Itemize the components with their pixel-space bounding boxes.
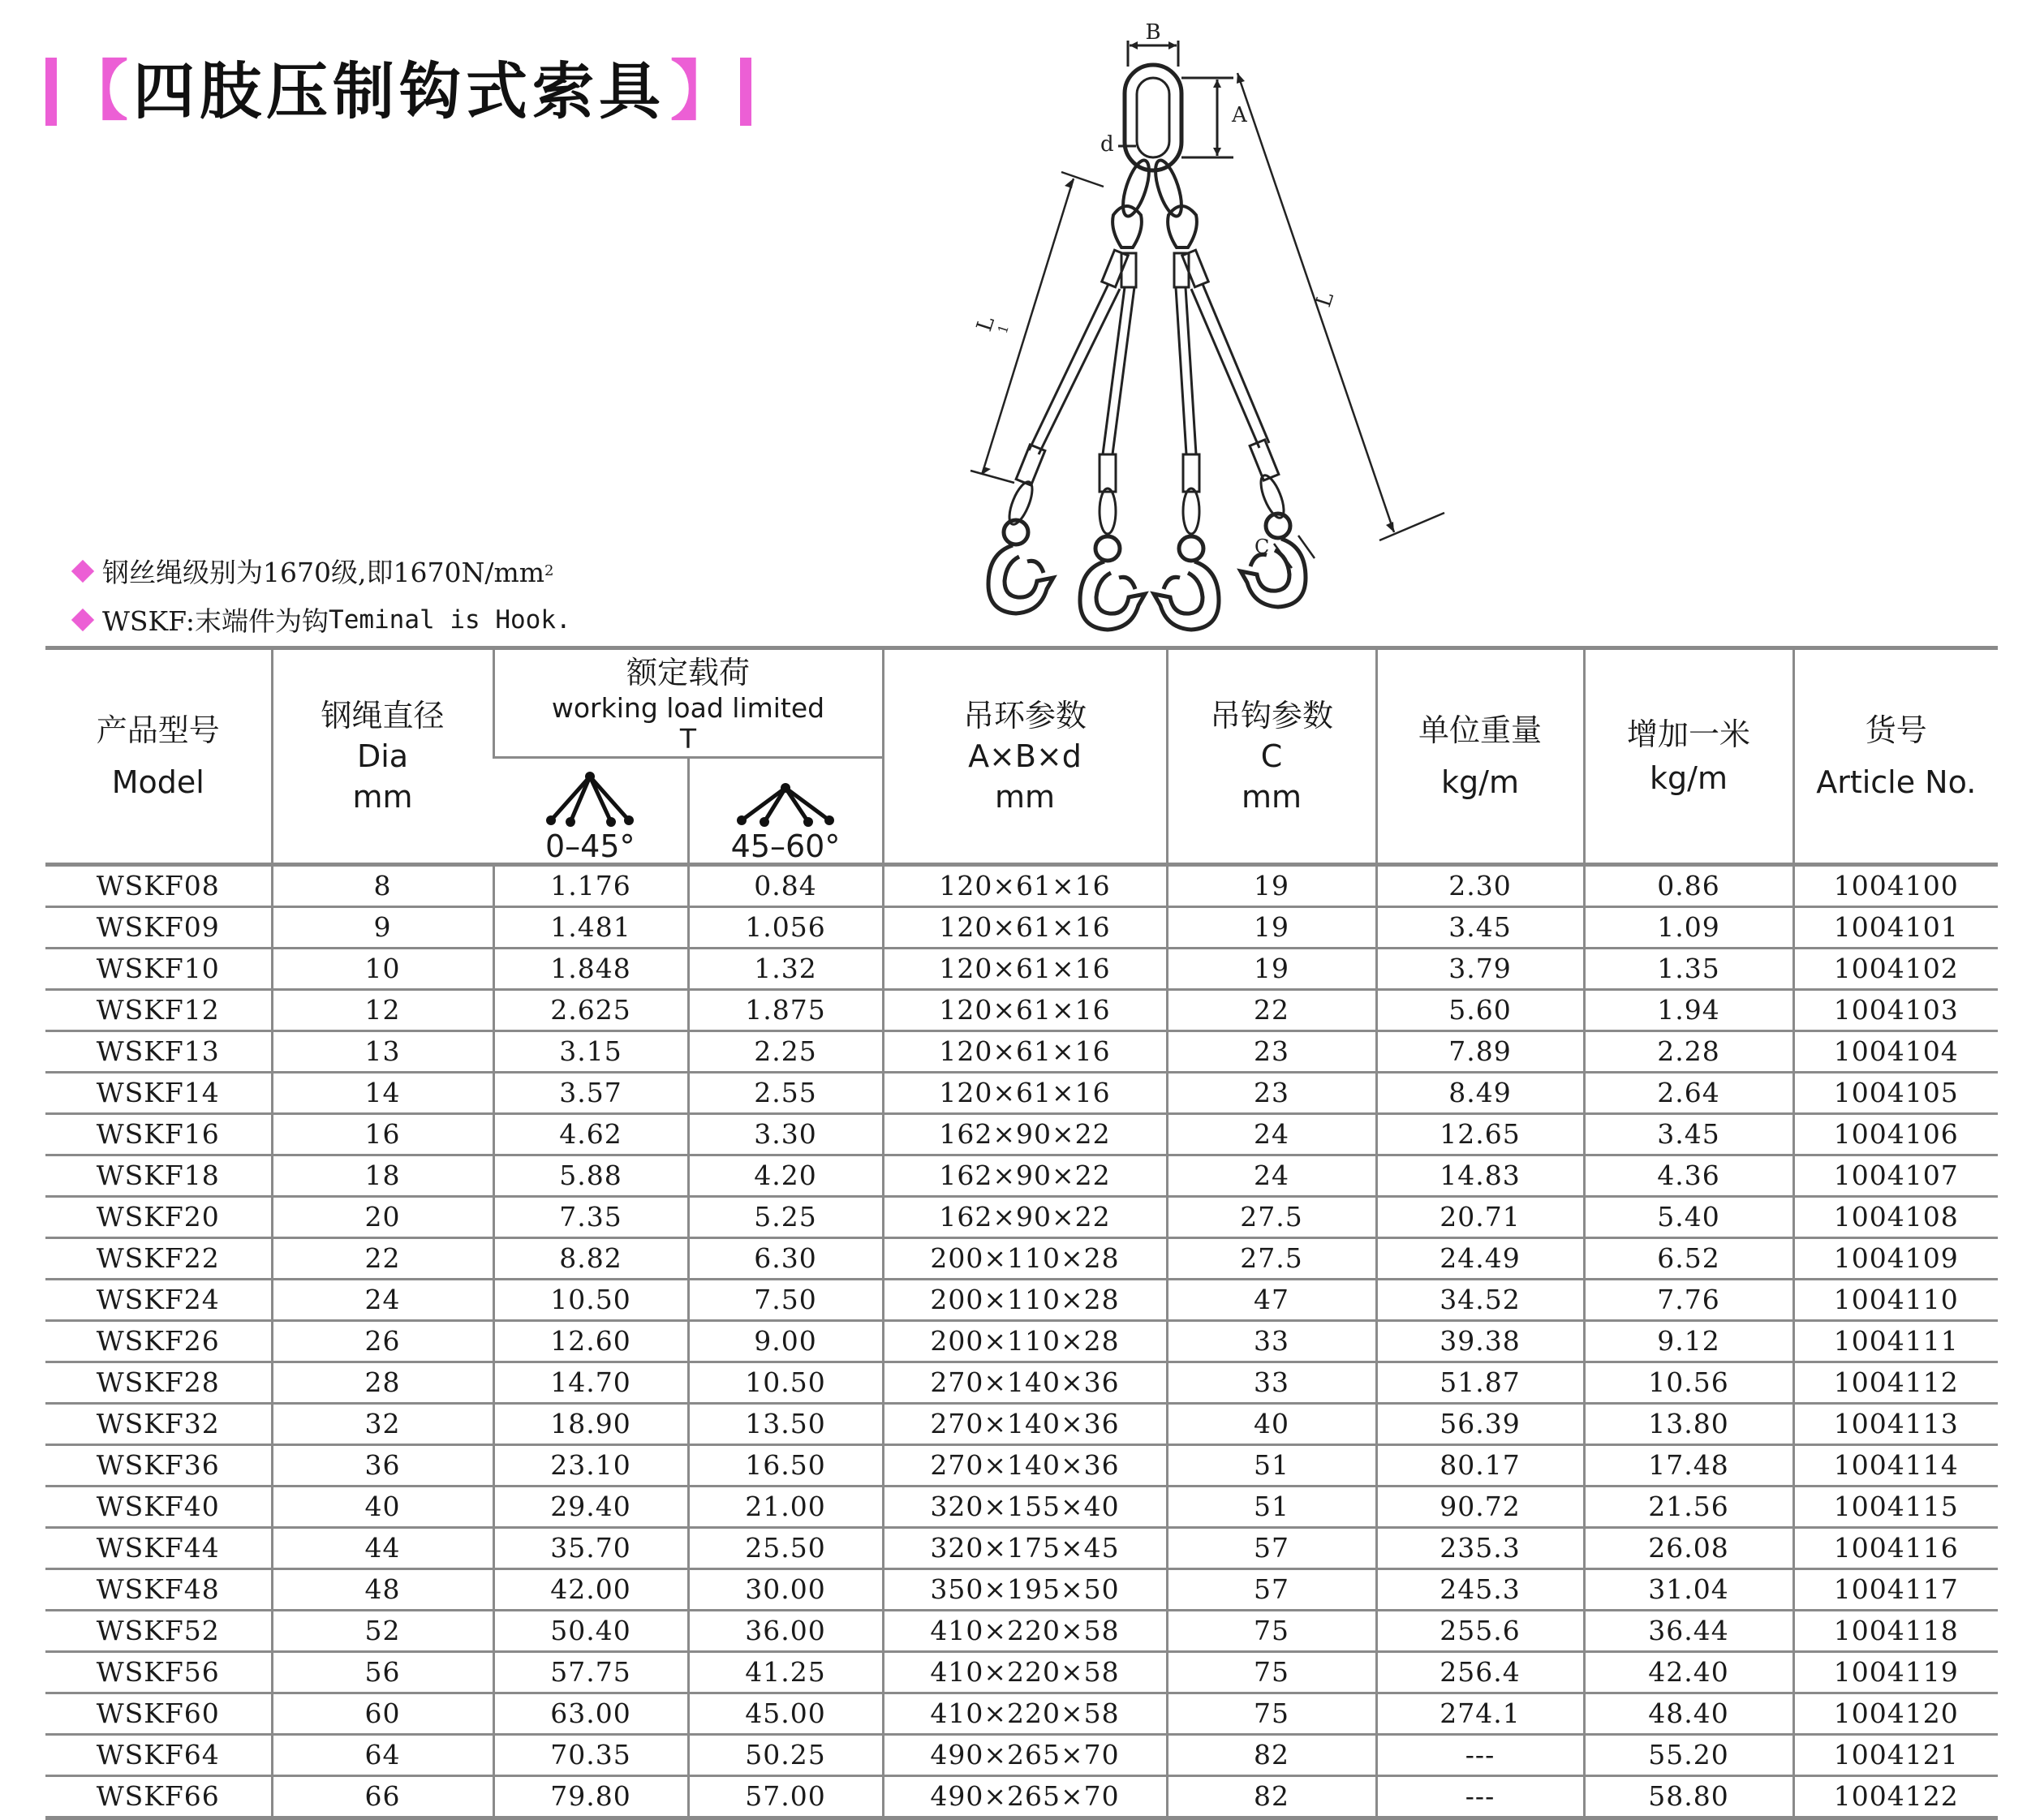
cell-dia: 18 [272,1155,493,1197]
cell-link-dims: 320×175×45 [883,1528,1167,1569]
col-wll-header-cn: 额定载荷 [626,654,750,691]
cell-link-dims: 200×110×28 [883,1321,1167,1362]
dim-a [1181,78,1248,157]
cell-hook-c: 24 [1167,1114,1376,1155]
cell-dia: 10 [272,949,493,990]
cell-article-no: 1004113 [1793,1404,1998,1445]
table-row [45,1569,1998,1611]
cell-dia: 64 [272,1735,493,1776]
cell-wll-45-60: 16.50 [688,1445,883,1487]
cell-dia: 56 [272,1652,493,1693]
cell-link-dims: 410×220×58 [883,1693,1167,1735]
table-row [45,1445,1998,1487]
table-row [45,1155,1998,1197]
cell-wll-45-60: 1.32 [688,949,883,990]
cell-wll-45-60: 50.25 [688,1735,883,1776]
cell-hook-c: 57 [1167,1528,1376,1569]
four-leg-angle-wide-icon [737,770,834,828]
cell-hook-c: 23 [1167,1031,1376,1073]
cell-extra-meter: 58.80 [1584,1776,1793,1818]
cell-extra-meter: 42.40 [1584,1652,1793,1693]
cell-model: WSKF60 [45,1693,272,1735]
cell-unit-weight: 7.89 [1376,1031,1584,1073]
cell-hook-c: 23 [1167,1073,1376,1114]
cell-article-no: 1004122 [1793,1776,1998,1818]
angle2-label: 45–60° [730,828,841,864]
svg-text:L: L [972,313,1000,335]
cell-dia: 40 [272,1487,493,1528]
table-row [45,1735,1998,1776]
cell-link-dims: 162×90×22 [883,1197,1167,1238]
cell-wll-45-60: 2.25 [688,1031,883,1073]
cell-wll-45-60: 1.875 [688,990,883,1031]
cell-unit-weight: 274.1 [1376,1693,1584,1735]
cell-wll-0-45: 10.50 [493,1280,688,1321]
col-dia-header-en: Dia [356,738,409,774]
cell-unit-weight: 56.39 [1376,1404,1584,1445]
note-wire-grade [75,552,554,590]
cell-extra-meter: 26.08 [1584,1528,1793,1569]
cell-link-dims: 270×140×36 [883,1404,1167,1445]
note-terminal [75,600,571,639]
angle1-label: 0–45° [544,828,635,864]
cell-article-no: 1004119 [1793,1652,1998,1693]
note-terminal-prefix: WSKF:末端件为钩 [102,605,329,637]
cell-wll-0-45: 35.70 [493,1528,688,1569]
cell-unit-weight: 80.17 [1376,1445,1584,1487]
dim-l [1237,73,1444,540]
cell-article-no: 1004107 [1793,1155,1998,1197]
col-link-header-cn: 吊环参数 [962,698,1087,734]
cell-unit-weight: 51.87 [1376,1362,1584,1404]
cell-wll-0-45: 50.40 [493,1611,688,1652]
cell-wll-0-45: 3.15 [493,1031,688,1073]
cell-wll-0-45: 8.82 [493,1238,688,1280]
cell-model: WSKF56 [45,1652,272,1693]
cell-unit-weight: 34.52 [1376,1280,1584,1321]
cell-wll-45-60: 9.00 [688,1321,883,1362]
cell-wll-0-45: 23.10 [493,1445,688,1487]
table-row [45,907,1998,949]
cell-link-dims: 162×90×22 [883,1155,1167,1197]
cell-model: WSKF24 [45,1280,272,1321]
col-extra-header [1584,648,1793,865]
cell-article-no: 1004106 [1793,1114,1998,1155]
cell-link-dims: 120×61×16 [883,1031,1167,1073]
cell-link-dims: 120×61×16 [883,1073,1167,1114]
cell-wll-45-60: 4.20 [688,1155,883,1197]
cell-hook-c: 82 [1167,1776,1376,1818]
title-bracket-right: 】 [670,54,735,129]
col-wll-angle1-header [493,758,688,865]
col-wll-header-en: working load limited [551,691,825,724]
wire-ropes [1029,284,1269,454]
diamond-bullet-icon [71,559,94,582]
table-row [45,1197,1998,1238]
cell-wll-45-60: 2.55 [688,1073,883,1114]
cell-model: WSKF28 [45,1362,272,1404]
cell-extra-meter: 2.64 [1584,1073,1793,1114]
table-row [45,1031,1998,1073]
spec-table-body [45,865,1998,1818]
cell-link-dims: 350×195×50 [883,1569,1167,1611]
table-row [45,1611,1998,1652]
cell-dia: 20 [272,1197,493,1238]
diamond-bullet-icon [71,608,94,630]
cell-extra-meter: 21.56 [1584,1487,1793,1528]
col-weight-header-unit: kg/m [1441,764,1519,800]
cell-unit-weight: 39.38 [1376,1321,1584,1362]
cell-extra-meter: 1.09 [1584,907,1793,949]
col-dia-header-unit: mm [352,779,413,815]
cell-wll-0-45: 1.481 [493,907,688,949]
table-row [45,1280,1998,1321]
cell-unit-weight: 235.3 [1376,1528,1584,1569]
cell-wll-0-45: 29.40 [493,1487,688,1528]
cell-model: WSKF14 [45,1073,272,1114]
cell-link-dims: 120×61×16 [883,865,1167,907]
table-row [45,1362,1998,1404]
table-row [45,1114,1998,1155]
cell-article-no: 1004108 [1793,1197,1998,1238]
cell-dia: 12 [272,990,493,1031]
cell-model: WSKF16 [45,1114,272,1155]
cell-article-no: 1004114 [1793,1445,1998,1487]
cell-model: WSKF09 [45,907,272,949]
spec-table [45,646,1998,1820]
cell-dia: 8 [272,865,493,907]
cell-hook-c: 75 [1167,1652,1376,1693]
cell-article-no: 1004111 [1793,1321,1998,1362]
col-model-header [45,648,272,865]
cell-wll-45-60: 45.00 [688,1693,883,1735]
table-row [45,1528,1998,1569]
cell-model: WSKF52 [45,1611,272,1652]
dim-d [1100,132,1136,157]
cell-hook-c: 75 [1167,1611,1376,1652]
cell-wll-0-45: 79.80 [493,1776,688,1818]
cell-extra-meter: 36.44 [1584,1611,1793,1652]
cell-model: WSKF40 [45,1487,272,1528]
cell-wll-45-60: 21.00 [688,1487,883,1528]
cell-model: WSKF66 [45,1776,272,1818]
svg-text:C: C [1255,536,1270,558]
cell-unit-weight: 12.65 [1376,1114,1584,1155]
cell-hook-c: 47 [1167,1280,1376,1321]
table-row [45,1238,1998,1280]
note-terminal-suffix: Teminal is Hook. [329,605,571,635]
intermediate-links [1117,157,1186,219]
cell-dia: 9 [272,907,493,949]
cell-extra-meter: 9.12 [1584,1321,1793,1362]
table-row [45,1652,1998,1693]
dim-b [1128,20,1178,67]
cell-wll-45-60: 6.30 [688,1238,883,1280]
cell-model: WSKF20 [45,1197,272,1238]
col-wll-header [493,648,883,758]
cell-hook-c: 27.5 [1167,1197,1376,1238]
cell-wll-45-60: 57.00 [688,1776,883,1818]
cell-extra-meter: 7.76 [1584,1280,1793,1321]
cell-hook-c: 40 [1167,1404,1376,1445]
cell-wll-0-45: 1.176 [493,865,688,907]
cell-extra-meter: 1.94 [1584,990,1793,1031]
cell-wll-45-60: 13.50 [688,1404,883,1445]
cell-extra-meter: 17.48 [1584,1445,1793,1487]
cell-wll-0-45: 63.00 [493,1693,688,1735]
svg-text:L: L [1311,289,1339,311]
svg-text:1: 1 [994,322,1012,336]
cell-model: WSKF08 [45,865,272,907]
cell-wll-45-60: 7.50 [688,1280,883,1321]
cell-wll-0-45: 42.00 [493,1569,688,1611]
cell-model: WSKF26 [45,1321,272,1362]
cell-article-no: 1004105 [1793,1073,1998,1114]
cell-extra-meter: 1.35 [1584,949,1793,990]
svg-text:B: B [1145,20,1161,45]
four-leg-angle-small-icon [541,770,639,828]
cell-unit-weight: 14.83 [1376,1155,1584,1197]
table-row [45,1404,1998,1445]
cell-unit-weight: --- [1376,1735,1584,1776]
cell-hook-c: 51 [1167,1487,1376,1528]
cell-article-no: 1004100 [1793,865,1998,907]
cell-dia: 44 [272,1528,493,1569]
cell-article-no: 1004110 [1793,1280,1998,1321]
cell-wll-0-45: 5.88 [493,1155,688,1197]
cell-hook-c: 19 [1167,907,1376,949]
col-weight-header [1376,648,1584,865]
cell-unit-weight: 8.49 [1376,1073,1584,1114]
col-model-header-cn: 产品型号 [96,712,220,748]
cell-model: WSKF13 [45,1031,272,1073]
col-link-header-dims: A×B×d [968,738,1082,774]
cell-dia: 60 [272,1693,493,1735]
cell-link-dims: 490×265×70 [883,1776,1167,1818]
cell-unit-weight: 3.79 [1376,949,1584,990]
cell-link-dims: 120×61×16 [883,990,1167,1031]
col-wll-header-unit: T [679,722,697,755]
cell-extra-meter: 31.04 [1584,1569,1793,1611]
col-article-header-en: Article No. [1816,764,1977,800]
table-row [45,949,1998,990]
ferrules-bottom [1016,440,1279,492]
col-wll-angle2-header [688,758,883,865]
title-text: 四肢压制钩式索具 [133,55,665,127]
cell-dia: 24 [272,1280,493,1321]
cell-wll-0-45: 12.60 [493,1321,688,1362]
table-row [45,990,1998,1031]
cell-extra-meter: 6.52 [1584,1238,1793,1280]
cell-wll-0-45: 18.90 [493,1404,688,1445]
cell-wll-45-60: 0.84 [688,865,883,907]
table-row [45,1776,1998,1818]
cell-article-no: 1004115 [1793,1487,1998,1528]
cell-unit-weight: 2.30 [1376,865,1584,907]
cell-dia: 32 [272,1404,493,1445]
col-model-header-en: Model [111,764,204,800]
cell-link-dims: 270×140×36 [883,1362,1167,1404]
cell-model: WSKF18 [45,1155,272,1197]
cell-unit-weight: 90.72 [1376,1487,1584,1528]
cell-dia: 48 [272,1569,493,1611]
cell-hook-c: 24 [1167,1155,1376,1197]
cell-model: WSKF22 [45,1238,272,1280]
cell-link-dims: 490×265×70 [883,1735,1167,1776]
cell-link-dims: 320×155×40 [883,1487,1167,1528]
cell-hook-c: 51 [1167,1445,1376,1487]
cell-unit-weight: --- [1376,1776,1584,1818]
cell-dia: 36 [272,1445,493,1487]
cell-dia: 14 [272,1073,493,1114]
cell-wll-45-60: 10.50 [688,1362,883,1404]
cell-wll-45-60: 3.30 [688,1114,883,1155]
col-dia-header-cn: 钢绳直径 [321,698,445,734]
svg-text:d: d [1100,132,1114,157]
cell-link-dims: 162×90×22 [883,1114,1167,1155]
cell-hook-c: 22 [1167,990,1376,1031]
cell-wll-45-60: 36.00 [688,1611,883,1652]
cell-dia: 52 [272,1611,493,1652]
note-wire-grade-sup: 2 [544,562,554,579]
cell-dia: 13 [272,1031,493,1073]
cell-article-no: 1004103 [1793,990,1998,1031]
cell-dia: 28 [272,1362,493,1404]
col-link-header [883,648,1167,865]
cell-extra-meter: 0.86 [1584,865,1793,907]
cell-extra-meter: 5.40 [1584,1197,1793,1238]
cell-model: WSKF10 [45,949,272,990]
col-link-header-unit: mm [994,779,1056,815]
cell-link-dims: 200×110×28 [883,1280,1167,1321]
cell-extra-meter: 3.45 [1584,1114,1793,1155]
table-row [45,1693,1998,1735]
cell-hook-c: 27.5 [1167,1238,1376,1280]
cell-extra-meter: 13.80 [1584,1404,1793,1445]
cell-dia: 66 [272,1776,493,1818]
title-accent-bar-right [740,58,751,126]
cell-wll-0-45: 70.35 [493,1735,688,1776]
cell-article-no: 1004101 [1793,907,1998,949]
cell-unit-weight: 20.71 [1376,1197,1584,1238]
col-hook-header [1167,648,1376,865]
cell-wll-0-45: 2.625 [493,990,688,1031]
cell-hook-c: 33 [1167,1321,1376,1362]
cell-unit-weight: 256.4 [1376,1652,1584,1693]
cell-article-no: 1004121 [1793,1735,1998,1776]
cell-article-no: 1004120 [1793,1693,1998,1735]
cell-link-dims: 410×220×58 [883,1652,1167,1693]
cell-model: WSKF32 [45,1404,272,1445]
cell-dia: 22 [272,1238,493,1280]
cell-article-no: 1004118 [1793,1611,1998,1652]
cell-wll-45-60: 1.056 [688,907,883,949]
cell-extra-meter: 2.28 [1584,1031,1793,1073]
cell-link-dims: 120×61×16 [883,907,1167,949]
col-article-header-cn: 货号 [1865,712,1927,748]
cell-link-dims: 270×140×36 [883,1445,1167,1487]
cell-hook-c: 82 [1167,1735,1376,1776]
sling-diagram [941,16,1461,649]
cell-unit-weight: 255.6 [1376,1611,1584,1652]
cell-article-no: 1004102 [1793,949,1998,990]
cell-article-no: 1004104 [1793,1031,1998,1073]
cell-wll-45-60: 25.50 [688,1528,883,1569]
cell-dia: 26 [272,1321,493,1362]
cell-hook-c: 57 [1167,1569,1376,1611]
cell-unit-weight: 245.3 [1376,1569,1584,1611]
cell-dia: 16 [272,1114,493,1155]
cell-link-dims: 200×110×28 [883,1238,1167,1280]
col-weight-header-cn: 单位重量 [1418,712,1542,748]
cell-unit-weight: 5.60 [1376,990,1584,1031]
title-bracket-left: 【 [63,54,128,129]
col-hook-header-cn: 吊钩参数 [1209,698,1333,734]
col-hook-header-c: C [1260,738,1283,774]
cell-hook-c: 75 [1167,1693,1376,1735]
cell-link-dims: 120×61×16 [883,949,1167,990]
cell-article-no: 1004112 [1793,1362,1998,1404]
master-link [1125,65,1181,170]
cell-wll-45-60: 5.25 [688,1197,883,1238]
cell-unit-weight: 3.45 [1376,907,1584,949]
hooks [988,514,1306,630]
cell-model: WSKF44 [45,1528,272,1569]
table-row [45,1487,1998,1528]
cell-article-no: 1004116 [1793,1528,1998,1569]
cell-model: WSKF12 [45,990,272,1031]
cell-article-no: 1004117 [1793,1569,1998,1611]
cell-model: WSKF48 [45,1569,272,1611]
cell-wll-0-45: 3.57 [493,1073,688,1114]
cell-article-no: 1004109 [1793,1238,1998,1280]
svg-text:A: A [1232,103,1247,127]
col-hook-header-unit: mm [1241,779,1302,815]
cell-extra-meter: 48.40 [1584,1693,1793,1735]
ferrules-top [1102,250,1208,287]
title-accent-bar-left [45,58,57,126]
table-row [45,865,1998,907]
cell-unit-weight: 24.49 [1376,1238,1584,1280]
cell-model: WSKF36 [45,1445,272,1487]
cell-extra-meter: 55.20 [1584,1735,1793,1776]
col-article-header [1793,648,1998,865]
cell-link-dims: 410×220×58 [883,1611,1167,1652]
col-dia-header [272,648,493,865]
col-extra-header-unit: kg/m [1650,760,1728,796]
cell-wll-0-45: 7.35 [493,1197,688,1238]
note-wire-grade-text: 钢丝绳级别为1670级,即1670N/mm [102,557,545,588]
cell-wll-0-45: 1.848 [493,949,688,990]
cell-extra-meter: 4.36 [1584,1155,1793,1197]
rope-eyes [1005,472,1289,534]
cell-wll-0-45: 14.70 [493,1362,688,1404]
cell-wll-45-60: 30.00 [688,1569,883,1611]
cell-model: WSKF64 [45,1735,272,1776]
table-row [45,1321,1998,1362]
cell-wll-0-45: 4.62 [493,1114,688,1155]
table-row [45,1073,1998,1114]
col-extra-header-cn: 增加一米 [1626,716,1750,752]
cell-wll-45-60: 41.25 [688,1652,883,1693]
page-title [45,55,758,128]
cell-hook-c: 33 [1167,1362,1376,1404]
cell-extra-meter: 10.56 [1584,1362,1793,1404]
cell-wll-0-45: 57.75 [493,1652,688,1693]
cell-hook-c: 19 [1167,949,1376,990]
cell-hook-c: 19 [1167,865,1376,907]
